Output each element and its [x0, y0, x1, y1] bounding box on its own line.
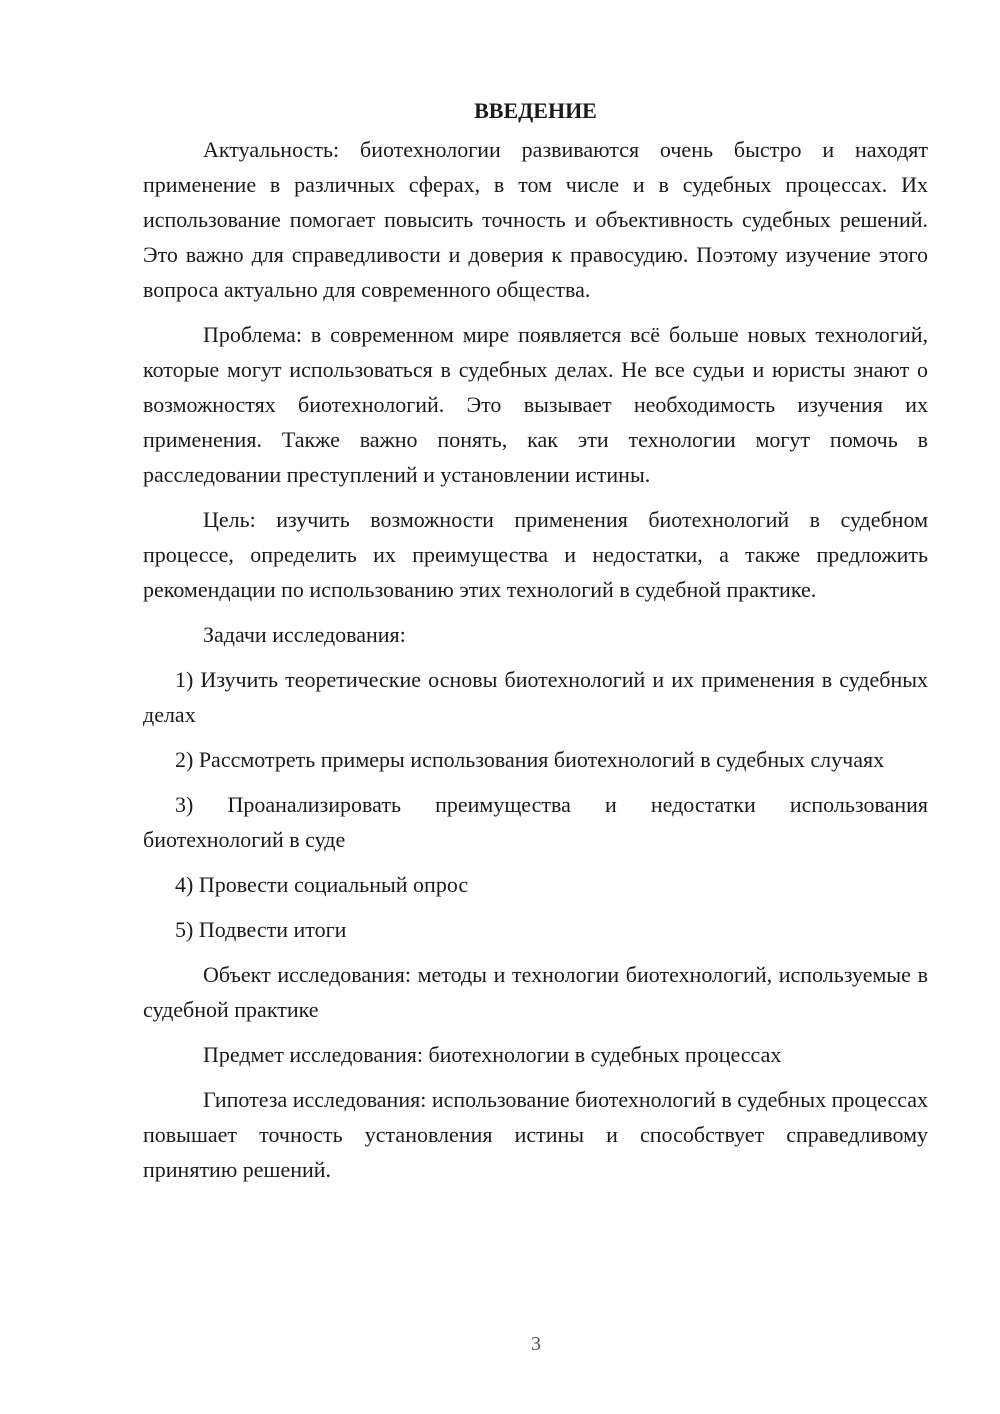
object-paragraph: Объект исследования: методы и технологии биотехнологий, используемые в судебной практике	[143, 962, 928, 1022]
page-number: 3	[531, 1333, 541, 1355]
tasks-title: Задачи исследования:	[203, 622, 406, 647]
task-item-4: 4) Провести социальный опрос	[175, 872, 469, 897]
page-title: ВВЕДЕНИЕ	[474, 98, 597, 123]
task-item-2: 2) Рассмотреть примеры использования биотехнологий в судебных случаях	[175, 747, 885, 772]
task-item-5: 5) Подвести итоги	[175, 917, 347, 942]
task-item-3: 3) Проанализировать преимущества и недостатки использования биотехнологий в суде	[143, 792, 928, 852]
relevance-paragraph: Актуальность: биотехнологии развиваются очень быстро и находят применение в различных сферах, в том числе и в судебных процессах. Их использование помогает повысить точность и объективность судебных решений. Это важно для справедливости и доверия к правосудию. Поэтому изучение этого вопроса актуально для современного общества.	[143, 137, 928, 302]
task-item-1: 1) Изучить теоретические основы биотехнологий и их применения в судебных делах	[143, 667, 928, 727]
tasks-list	[143, 662, 928, 947]
subject-paragraph: Предмет исследования: биотехнологии в судебных процессах	[203, 1042, 782, 1067]
problem-paragraph: Проблема: в современном мире появляется всё больше новых технологий, которые могут использоваться в судебных делах. Не все судьи и юристы знают о возможностях биотехнологий. Это вызывает необходимость изучения их применения. Также важно понять, как эти технологии могут помочь в расследовании преступлений и установлении истины.	[143, 322, 928, 487]
hypothesis-paragraph: Гипотеза исследования: использование биотехнологий в судебных процессах повышает точность установления истины и способствует справедливому принятию решений.	[143, 1087, 929, 1182]
goal-paragraph: Цель: изучить возможности применения биотехнологий в судебном процессе, определить их преимущества и недостатки, а также предложить рекомендации по использованию этих технологий в судебной практике.	[143, 507, 928, 602]
page-content	[143, 96, 928, 1197]
